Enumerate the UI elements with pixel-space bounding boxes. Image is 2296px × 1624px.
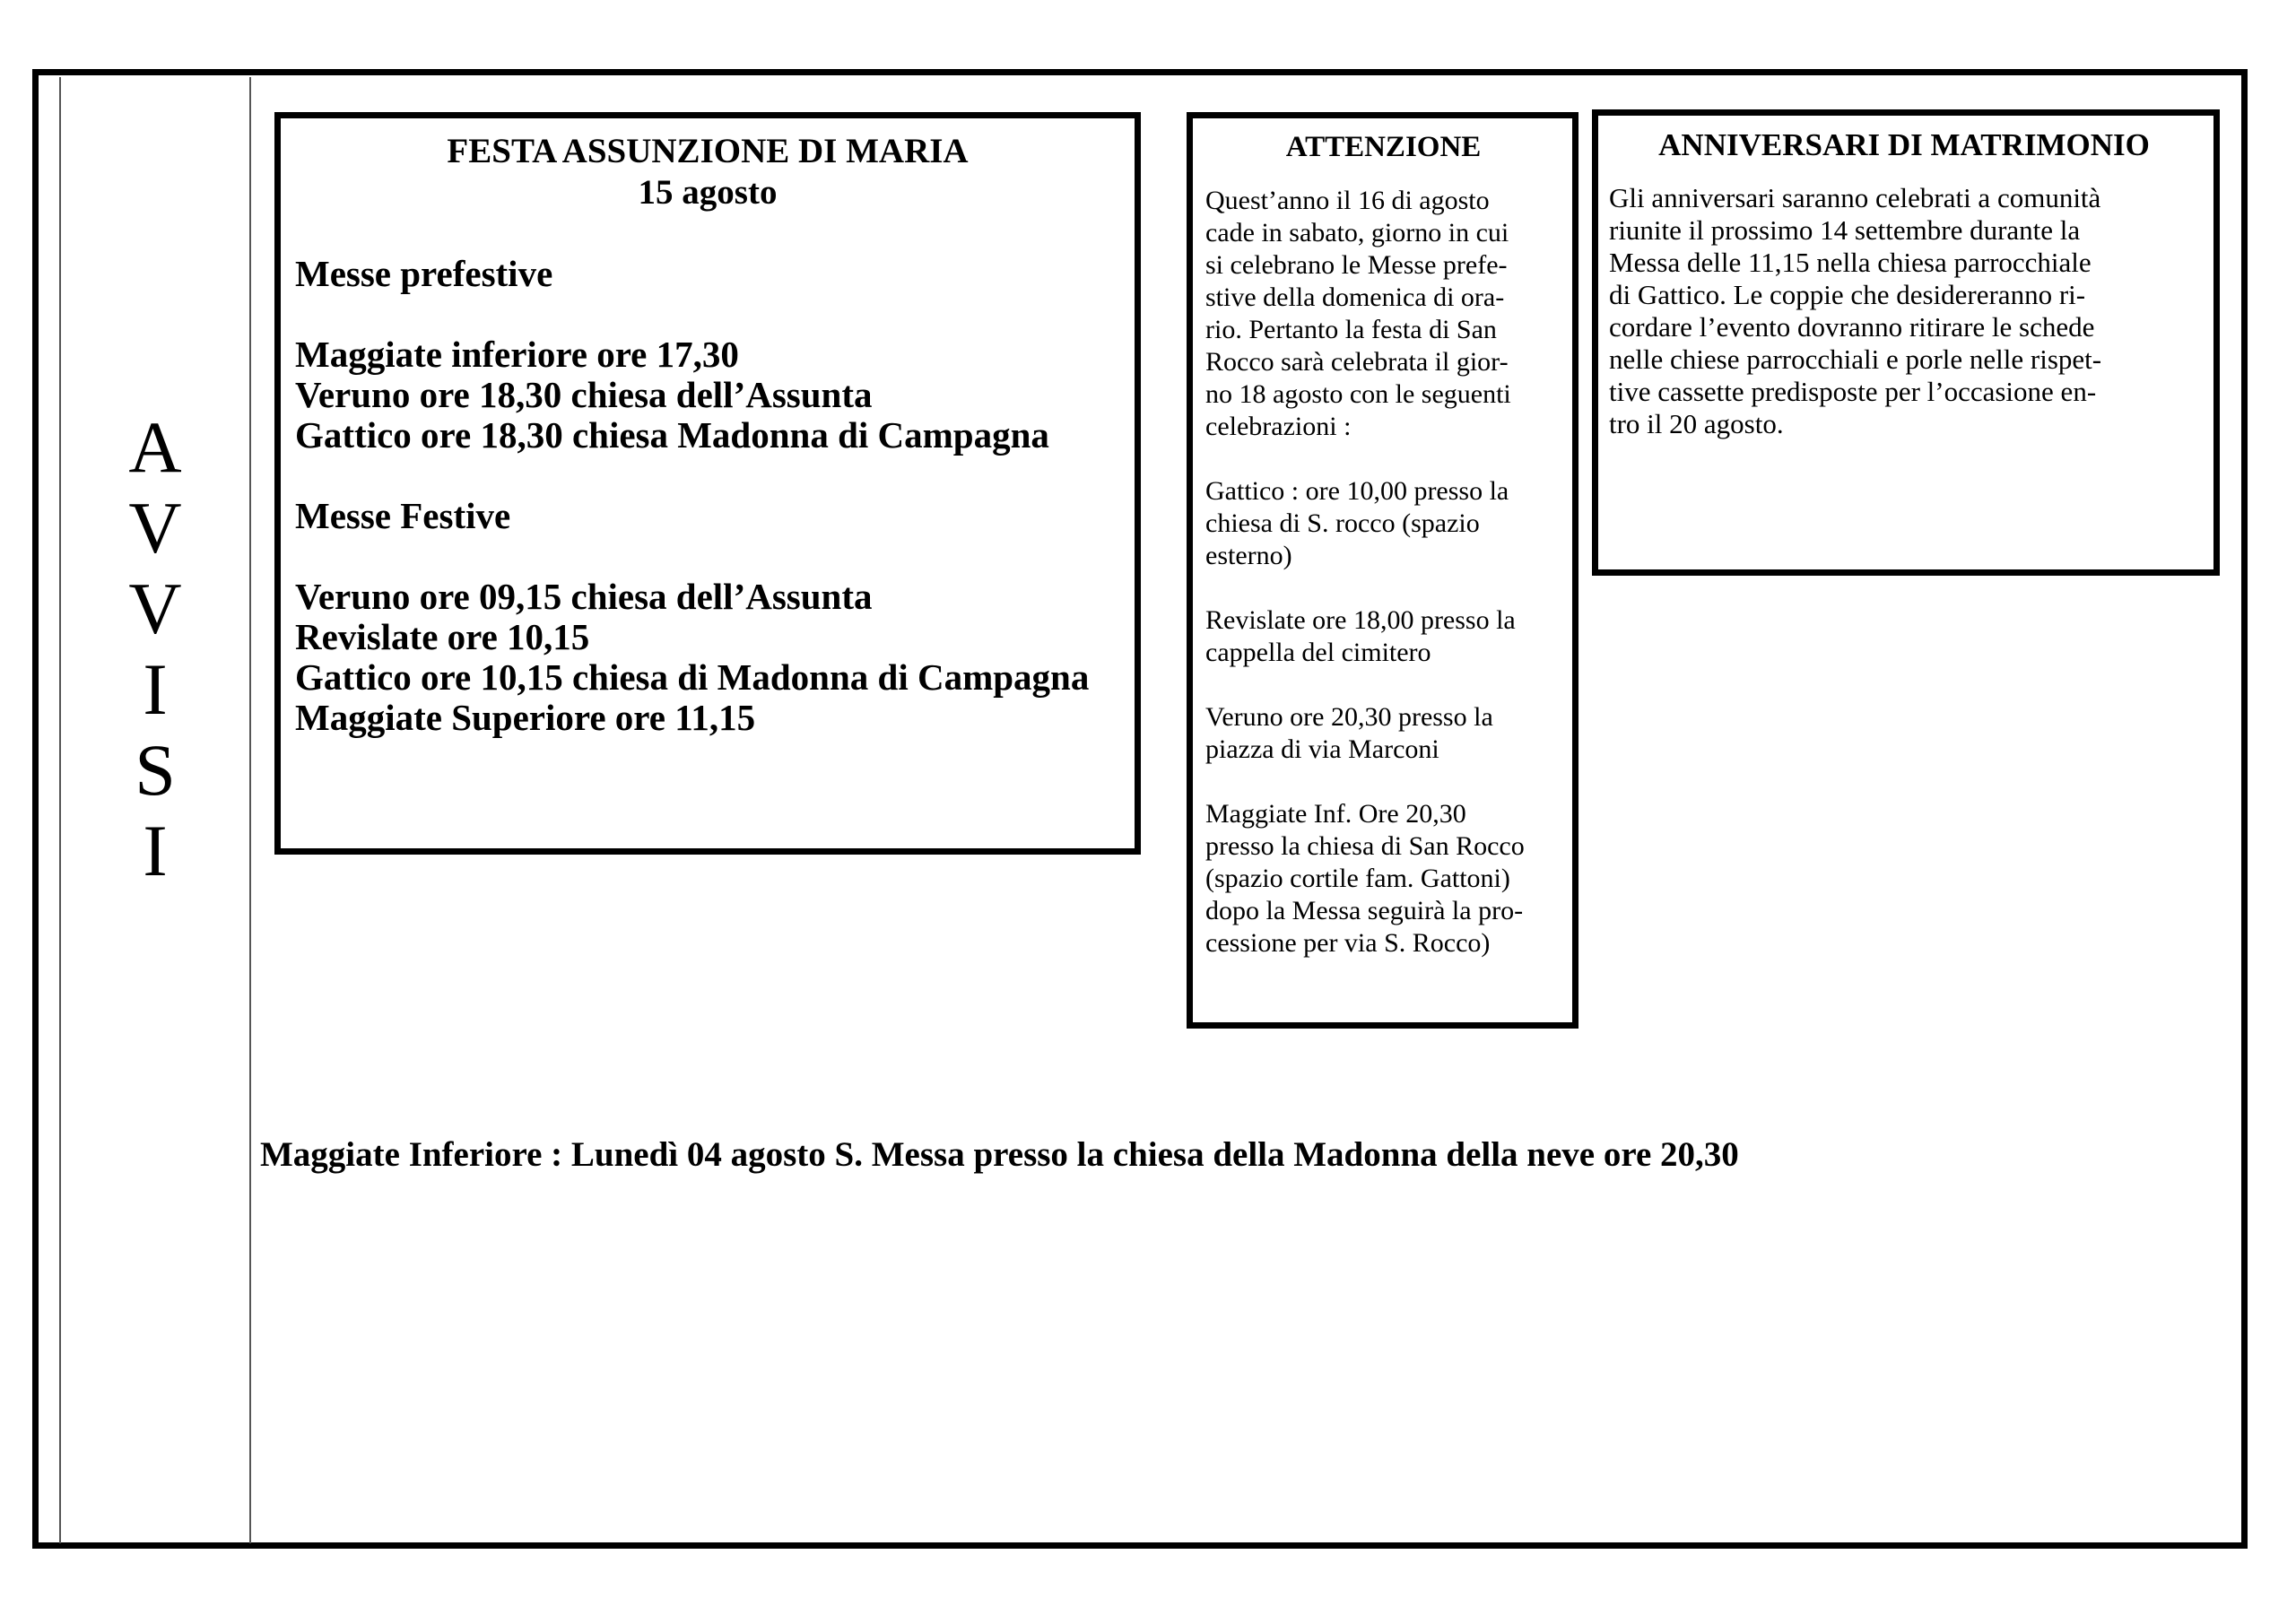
anniversari-line: nelle chiese parrocchiali e porle nelle rispet- [1609,343,2102,375]
anniversari-line: Gli anniversari saranno celebrati a comunità [1609,182,2101,213]
attenzione-gattico-line: Gattico : ore 10,00 presso la [1205,476,1509,506]
prefestive-heading: Messe prefestive [295,253,553,294]
festive-heading: Messe Festive [295,495,511,536]
attenzione-maggiate-line: (spazio cortile fam. Gattoni) [1205,864,1510,893]
attenzione-gattico-line: esterno) [1205,541,1292,570]
sidebar-letter: I [143,810,168,891]
sidebar-title-avvisi [61,407,249,891]
anniversari-line: di Gattico. Le coppie che desidereranno ri- [1609,279,2086,310]
anniversari-line: riunite il prossimo 14 settembre durante la [1609,214,2081,246]
attenzione-maggiate-line: presso la chiesa di San Rocco [1205,831,1525,861]
attenzione-intro-line: cade in sabato, giorno in cui [1205,218,1509,248]
sidebar-letter: A [128,406,182,488]
attenzione-title: ATTENZIONE [1285,131,1482,163]
prefestive-item: Veruno ore 18,30 chiesa dell’Assunta [295,374,873,415]
attenzione-gattico-line: chiesa di S. rocco (spazio [1205,508,1480,538]
attenzione-revislate-line: Revislate ore 18,00 presso la [1205,605,1516,635]
festive-item: Revislate ore 10,15 [295,616,590,657]
attenzione-intro-line: Rocco sarà celebrata il gior- [1205,347,1509,377]
sidebar-letter: S [135,729,176,811]
sidebar-letter: V [128,568,182,649]
attenzione-intro-line: stive della domenica di ora- [1205,282,1505,312]
anniversari-line: Messa delle 11,15 nella chiesa parrocchiale [1609,247,2092,278]
prefestive-item: Maggiate inferiore ore 17,30 [295,334,739,375]
attenzione-veruno-line: Veruno ore 20,30 presso la [1205,702,1493,732]
anniversari-title: ANNIVERSARI DI MATRIMONIO [1658,127,2150,162]
attenzione-intro-line: rio. Pertanto la festa di San [1205,315,1497,344]
sidebar-letter: V [128,487,182,569]
attenzione-intro-line: Quest’anno il 16 di agosto [1205,186,1490,215]
festa-date: 15 agosto [638,173,778,212]
anniversari-box [1592,109,2220,576]
anniversari-line: cordare l’evento dovranno ritirare le schede [1609,311,2095,343]
bottom-notice: Maggiate Inferiore : Lunedì 04 agosto S. Messa presso la chiesa della Madonna della neve ore 20,30 [260,1135,1739,1174]
attenzione-maggiate-line: cessione per via S. Rocco) [1205,928,1491,958]
festive-item: Gattico ore 10,15 chiesa di Madonna di Campagna [295,656,1090,698]
attenzione-veruno-line: piazza di via Marconi [1205,734,1439,764]
festive-item: Maggiate Superiore ore 11,15 [295,697,756,738]
attenzione-intro-line: no 18 agosto con le seguenti [1205,379,1511,409]
anniversari-line: tive cassette predisposte per l’occasione en- [1609,376,2097,407]
sidebar-column [59,77,251,1543]
anniversari-line: tro il 20 agosto. [1609,408,1784,439]
festive-item: Veruno ore 09,15 chiesa dell’Assunta [295,576,873,617]
festa-assunzione-box [274,112,1141,855]
attenzione-revislate-line: cappella del cimitero [1205,638,1431,667]
sidebar-letter: I [143,648,168,730]
prefestive-item: Gattico ore 18,30 chiesa Madonna di Campagna [295,414,1049,456]
attenzione-intro-line: celebrazioni : [1205,412,1352,441]
festa-title: FESTA ASSUNZIONE DI MARIA [447,132,969,170]
attenzione-box [1187,112,1578,1029]
attenzione-maggiate-line: Maggiate Inf. Ore 20,30 [1205,799,1466,829]
attenzione-maggiate-line: dopo la Messa seguirà la pro- [1205,896,1524,925]
attenzione-intro-line: si celebrano le Messe prefe- [1205,250,1508,280]
